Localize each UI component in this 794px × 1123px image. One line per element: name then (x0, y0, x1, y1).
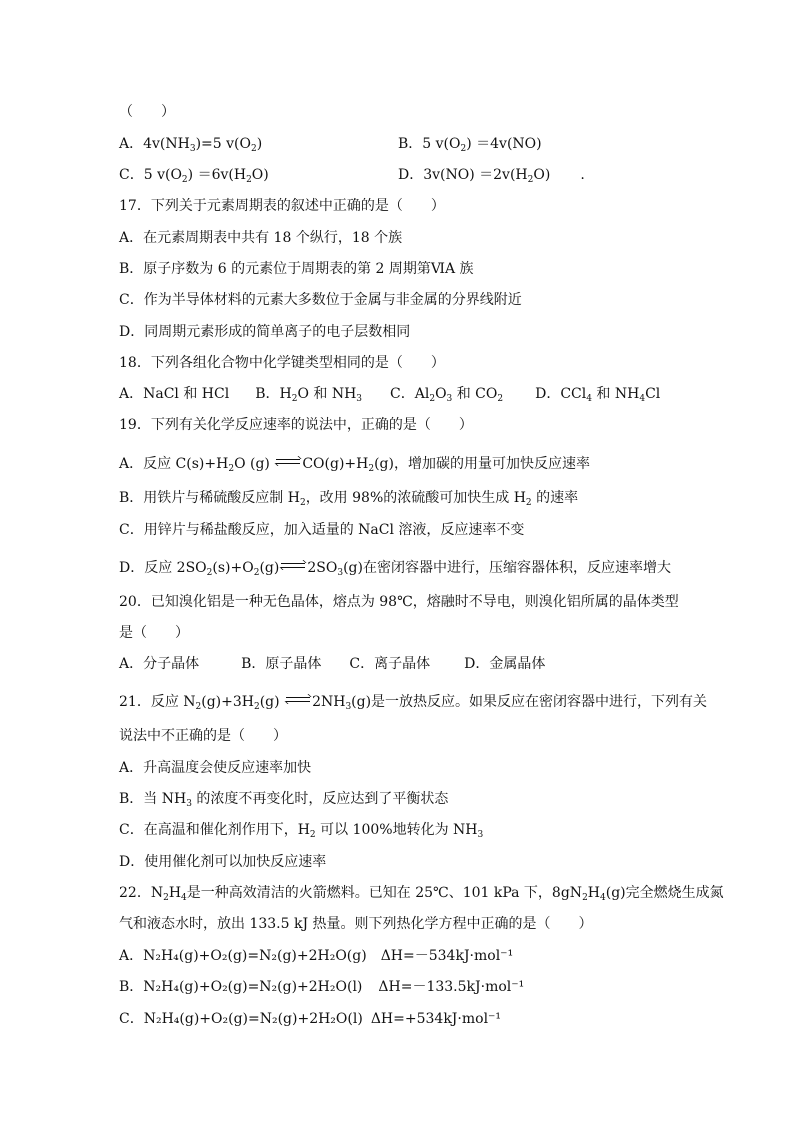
q17-option-a: A．在元素周期表中共有 18 个纵行，18 个族 (119, 230, 403, 246)
q19-stem: 19．下列有关化学反应速率的说法中，正确的是（ ） (119, 417, 473, 433)
q19-option-d: D．反应 $2SO_2(s)+O_2(g)$ $2SO_3(g)$在密闭容器中进行，压缩容器体积，反应速率增大 (119, 560, 671, 578)
equilibrium-arrow-icon (275, 456, 301, 468)
q17-option-d: D．同周期元素形成的简单离子的电子层数相同 (119, 324, 411, 340)
equilibrium-arrow-icon (285, 694, 311, 706)
q20-option-a: A．分子晶体 (119, 656, 200, 672)
q16-paren: （ ） (119, 104, 175, 120)
q21-option-b: B．当 $NH_3$ 的浓度不再变化时，反应达到了平衡状态 (119, 791, 449, 809)
q20-option-c: C．离子晶体 (349, 656, 431, 672)
q18-option-b: B．$H_2O$ 和 $NH_3$ (255, 386, 363, 404)
q20-stem: 20．已知溴化铝是一种无色晶体，熔点为 98℃，熔融时不导电，则溴化铝所属的晶体类型 (119, 594, 679, 610)
q22-stem-cont: 气和液态水时，放出 133.5 kJ 热量。则下列热化学方程中正确的是（ ） (119, 916, 593, 932)
q21-option-c: C．在高温和催化剂作用下，$H_2$ 可以 100%地转化为 $NH_3$ (119, 822, 484, 840)
q22-option-a: A．N₂H₄(g)+O₂(g)=N₂(g)+2H₂O(g) ΔH=－534kJ·mol⁻¹ (119, 948, 514, 964)
q21-option-d: D．使用催化剂可以加快反应速率 (119, 854, 327, 870)
q21-option-a: A．升高温度会使反应速率加快 (119, 760, 312, 776)
q19-option-a: A．反应 $C(s)+H_2O$ (g) $CO(g)+H_2(g)$，增加碳的用量可加快反应速率 (119, 456, 590, 474)
q17-option-b: B．原子序数为 6 的元素位于周期表的第 2 周期第ⅥA 族 (119, 261, 474, 277)
q16-option-b: B．5 $v(O_2) =4v(NO)$ (398, 136, 542, 154)
q16-option-c: C．5 $v(O_2) =6v(H_2O)$ (119, 167, 269, 185)
q20-options (119, 655, 545, 673)
q19-option-b: B．用铁片与稀硫酸反应制 $H_2$，改用 98%的浓硫酸可加快生成 $H_2$ 的速率 (119, 490, 579, 508)
q17-stem: 17．下列关于元素周期表的叙述中正确的是（ ） (119, 198, 445, 214)
q18-option-c: C．$Al_2O_3$ 和 $CO_2$ (390, 386, 504, 404)
q19-option-c: C．用锌片与稀盐酸反应，加入适量的 NaCl 溶液，反应速率不变 (119, 522, 525, 538)
q18-stem: 18．下列各组化合物中化学键类型相同的是（ ） (119, 355, 445, 371)
equilibrium-arrow-icon (280, 560, 306, 572)
q21-stem-cont: 说法中不正确的是（ ） (119, 728, 287, 744)
q17-option-c: C．作为半导体材料的元素大多数位于金属与非金属的分界线附近 (119, 292, 522, 308)
q20-option-d: D．金属晶体 (464, 656, 546, 672)
q16-option-a: A．$4v(NH_3)=5$ $v(O_2)$ (119, 136, 263, 154)
q18-options (119, 385, 660, 403)
q22-option-b: B．N₂H₄(g)+O₂(g)=N₂(g)+2H₂O(l) ΔH=－133.5kJ·mol⁻¹ (119, 979, 525, 995)
q21-stem: 21．反应 $N_2(g)+3H_2(g)$ $2NH_3(g)$是一放热反应。如果反应在密闭容器中进行，下列有关 (119, 694, 708, 712)
q22-stem: 22．$N_2H_4$是一种高效清洁的火箭燃料。已知在 25℃、101 kPa 下，$8gN_2H_4(g)$完全燃烧生成氮 (119, 885, 724, 903)
q18-option-d: D．CCl$_4$ 和 $NH_4Cl$ (535, 386, 661, 404)
q16-option-d: D．$3v(NO) =2v(H_2O)$ . (398, 167, 585, 185)
q22-option-c: C．N₂H₄(g)+O₂(g)=N₂(g)+2H₂O(l) ΔH=+534kJ·mol⁻¹ (119, 1011, 502, 1027)
q20-stem-cont: 是（ ） (119, 625, 189, 641)
q18-option-a: A．NaCl 和 HCl (119, 386, 230, 402)
q20-option-b: B．原子晶体 (241, 656, 322, 672)
